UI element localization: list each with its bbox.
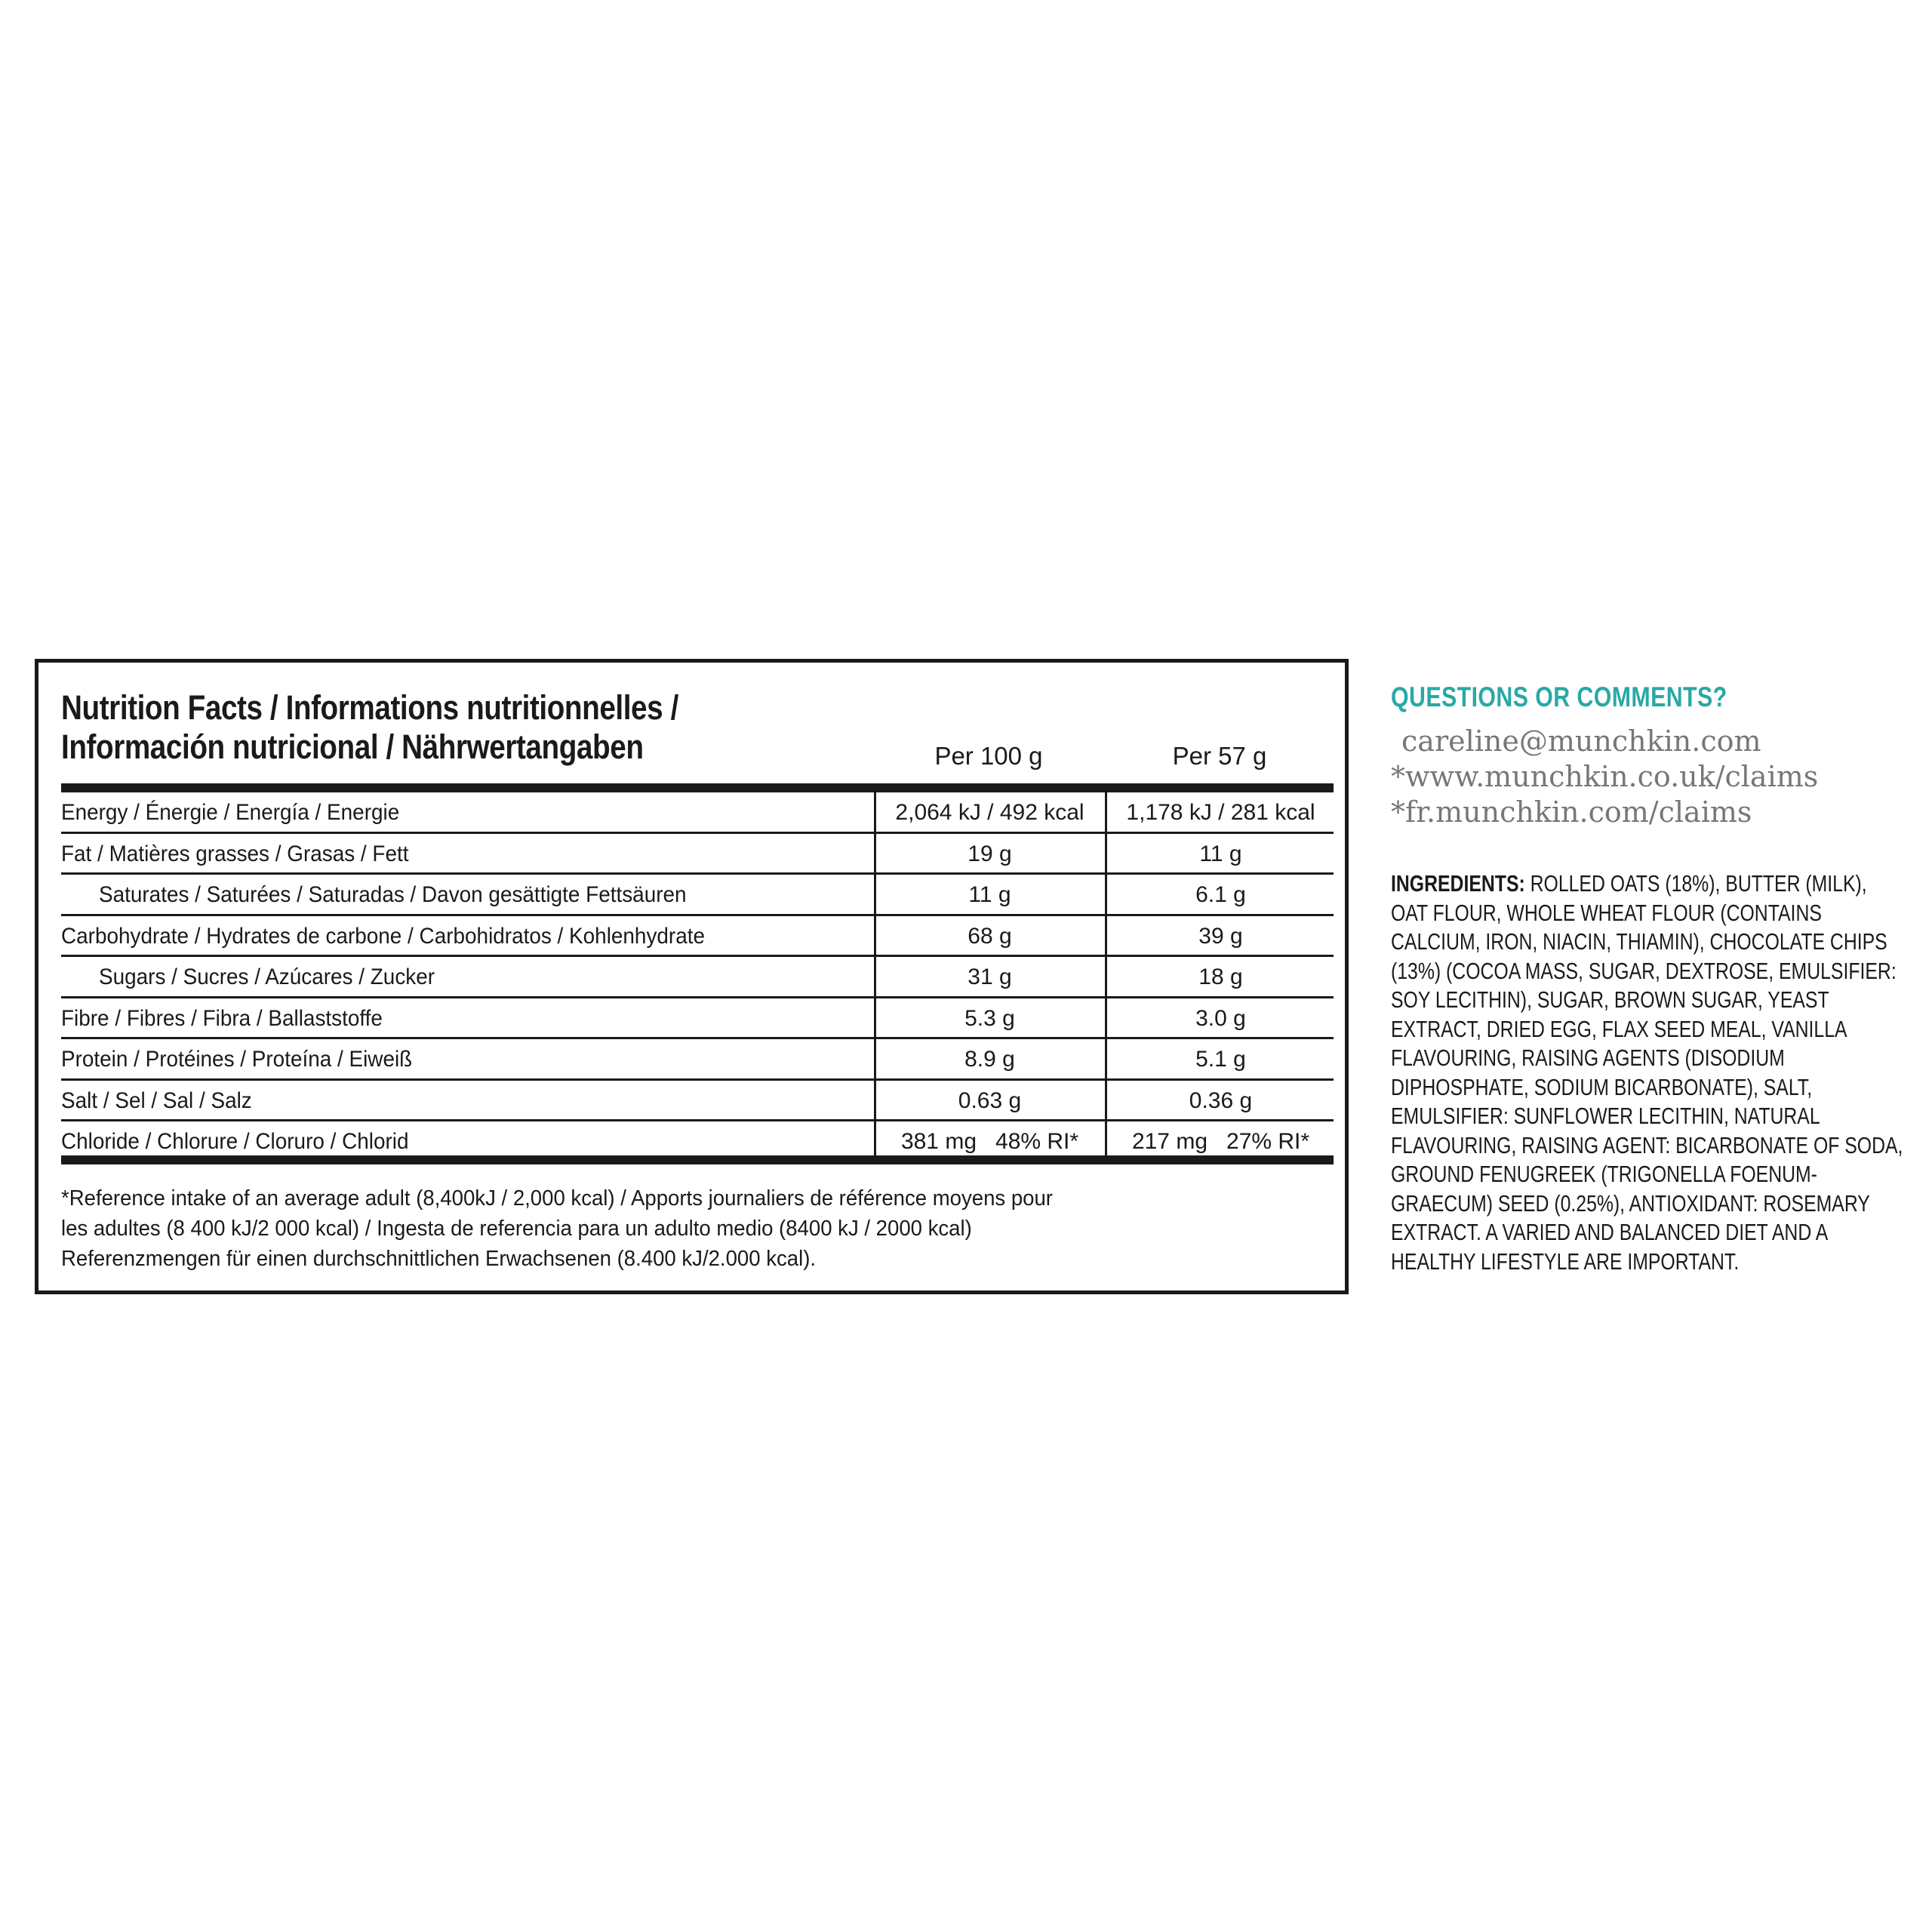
ingredients-line [1391,869,1904,899]
ingredients-line: SOY LECITHIN), SUGAR, BROWN SUGAR, YEAST [1391,986,1829,1013]
nutrition-panel [35,659,1349,1294]
row-value-per-57g: 217 mg 27% RI* [1105,1121,1334,1163]
row-value-per-57g: 6.1 g [1105,875,1334,914]
row-value-per-57g: 11 g [1105,834,1334,873]
footnote-line-2: les adultes (8 400 kJ/2 000 kcal) / Ingesta de referencia para un adulto medio (8400 kJ / 2000 kcal) [61,1217,972,1241]
ingredients-text: ROLLED OATS (18%), BUTTER (MILK), [1524,870,1867,897]
row-label: Sugars / Sucres / Azúcares / Zucker [99,964,435,989]
questions-heading: QUESTIONS OR COMMENTS? [1391,681,1727,712]
row-value-per-57g: 18 g [1105,957,1334,996]
row-value-per-57g: 5.1 g [1105,1039,1334,1078]
row-label: Chloride / Chlorure / Cloruro / Chlorid [61,1129,409,1154]
table-row-salt [61,1081,1334,1122]
row-label: Fibre / Fibres / Fibra / Ballaststoffe [61,1005,383,1031]
row-value-per-57g: 39 g [1105,916,1334,955]
nutrition-title [61,688,775,767]
footnote-line-3: Referenzmengen für einen durchschnittlichen Erwachsenen (8.400 kJ/2.000 kcal). [61,1247,817,1271]
ingredients-line: EMULSIFIER: SUNFLOWER LECITHIN, NATURAL [1391,1103,1820,1129]
table-row-energy [61,792,1334,834]
contact-block [1391,724,1904,830]
reference-intake-footnote [61,1183,1137,1274]
table-row-saturates [61,875,1334,916]
row-value-per-100g: 31 g [874,957,1103,996]
column-header-per-100g: Per 100 g [934,742,1043,770]
table-row-carbohydrate [61,916,1334,958]
ingredients-line: EXTRACT, DRIED EGG, FLAX SEED MEAL, VANILLA [1391,1015,1847,1042]
ingredients-line: EXTRACT. A VARIED AND BALANCED DIET AND A [1391,1219,1829,1245]
row-label: Saturates / Saturées / Saturadas / Davon gesättigte Fettsäuren [99,882,687,907]
row-value-per-57g: 3.0 g [1105,998,1334,1038]
footnote-line-1: *Reference intake of an average adult (8,400kJ / 2,000 kcal) / Apports journaliers de référence moyens pour [61,1186,1053,1211]
ingredients-line: GROUND FENUGREEK (TRIGONELLA FOENUM- [1391,1161,1817,1187]
row-value-per-100g: 2,064 kJ / 492 kcal [874,792,1103,832]
table-bottom-rule [61,1155,1334,1164]
table-top-rule [61,783,1334,792]
side-info [1391,681,1904,1276]
row-value-per-57g: 0.36 g [1105,1081,1334,1120]
ingredients-line: HEALTHY LIFESTYLE ARE IMPORTANT. [1391,1247,1740,1275]
claims-url-uk[interactable]: *www.munchkin.co.uk/claims [1391,760,1819,793]
ingredients-line: FLAVOURING, RAISING AGENTS (DISODIUM [1391,1044,1785,1071]
row-value-per-100g: 68 g [874,916,1103,955]
ingredients-line: OAT FLOUR, WHOLE WHEAT FLOUR (CONTAINS [1391,899,1822,926]
title-line-2: Información nutricional / Nährwertangaben [61,728,644,766]
row-label: Protein / Protéines / Proteína / Eiweiß [61,1047,413,1072]
table-row-fat [61,834,1334,875]
ingredients-line: CALCIUM, IRON, NIACIN, THIAMIN), CHOCOLATE CHIPS [1391,928,1887,955]
column-header-per-57g: Per 57 g [1172,742,1267,770]
row-label: Energy / Énergie / Energía / Energie [61,800,400,825]
claims-url-fr[interactable]: *fr.munchkin.com/claims [1391,795,1752,829]
nutrition-table [61,792,1334,1163]
row-label: Salt / Sel / Sal / Salz [61,1088,252,1113]
ingredients-label: INGREDIENTS: [1391,870,1525,897]
ingredients-line: GRAECUM) SEED (0.25%), ANTIOXIDANT: ROSEMARY [1391,1189,1870,1217]
contact-email[interactable]: careline@munchkin.com [1401,724,1761,758]
title-line-1: Nutrition Facts / Informations nutritionnelles / [61,688,678,727]
table-row-protein [61,1039,1334,1081]
row-value-per-100g: 381 mg 48% RI* [874,1121,1103,1163]
ingredients-line: (13%) (COCOA MASS, SUGAR, DEXTROSE, EMULSIFIER: [1391,957,1897,984]
table-row-fibre [61,998,1334,1040]
row-value-per-100g: 11 g [874,875,1103,914]
row-value-per-100g: 5.3 g [874,998,1103,1038]
row-value-per-100g: 0.63 g [874,1081,1103,1120]
row-label: Carbohydrate / Hydrates de carbone / Carbohidratos / Kohlenhydrate [61,923,705,949]
ingredients-line: DIPHOSPHATE, SODIUM BICARBONATE), SALT, [1391,1073,1813,1100]
ingredients-list [1391,869,1904,1276]
ingredients-line: FLAVOURING, RAISING AGENT: BICARBONATE OF SODA, [1391,1131,1903,1158]
row-value-per-100g: 19 g [874,834,1103,873]
row-value-per-100g: 8.9 g [874,1039,1103,1078]
row-value-per-57g: 1,178 kJ / 281 kcal [1105,792,1334,832]
table-row-sugars [61,957,1334,998]
row-label: Fat / Matières grasses / Grasas / Fett [61,841,409,866]
